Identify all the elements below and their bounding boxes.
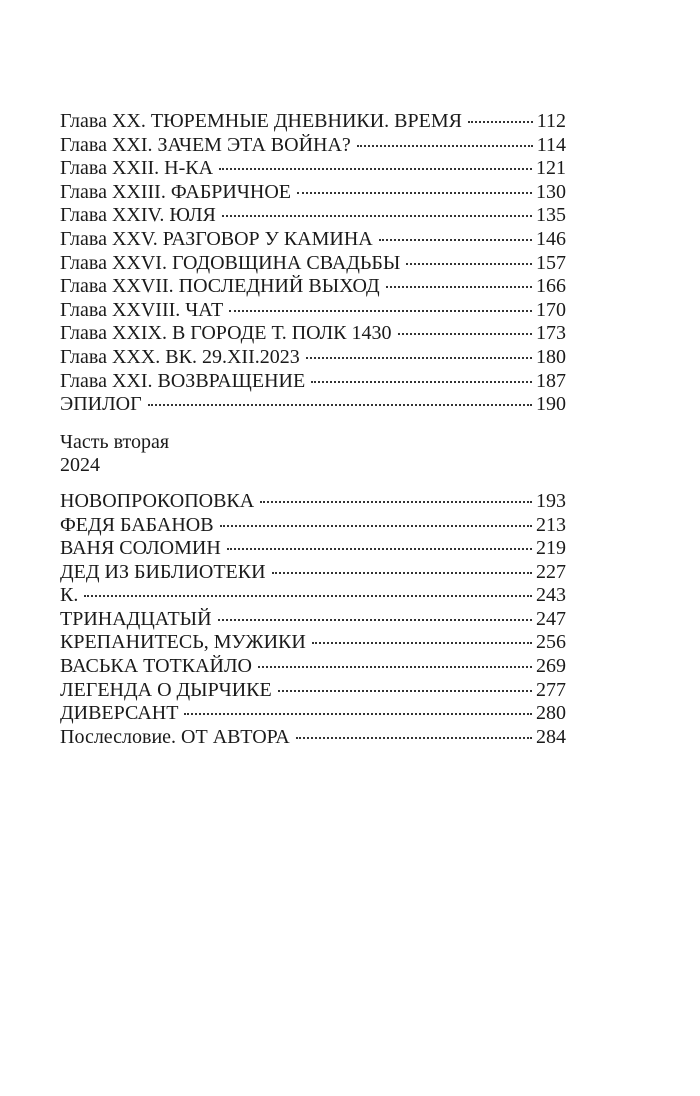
toc-entry-title: НОВОПРОКОПОВКА <box>60 489 255 512</box>
toc-entry-page: 243 <box>536 584 566 607</box>
toc-entry <box>60 655 566 679</box>
toc-entry <box>60 157 566 181</box>
toc-entry-page: 277 <box>536 678 566 701</box>
part-year: 2024 <box>60 454 100 477</box>
toc-entry <box>60 228 566 252</box>
toc-entry-title: Глава XXX. ВК. 29.XII.2023 <box>60 345 300 368</box>
toc-entry-page: 166 <box>536 275 566 298</box>
toc-entry-page: 190 <box>536 393 566 416</box>
toc-entry-page: 170 <box>536 298 566 321</box>
table-of-contents <box>60 110 566 749</box>
toc-entry <box>60 322 566 346</box>
dot-leader <box>148 404 532 406</box>
toc-entry <box>60 134 566 158</box>
toc-entry <box>60 514 566 538</box>
dot-leader <box>184 713 532 715</box>
dot-leader <box>398 333 533 335</box>
dot-leader <box>357 145 533 147</box>
toc-entry <box>60 370 566 394</box>
toc-entry-page: 247 <box>536 607 566 630</box>
toc-entry <box>60 631 566 655</box>
toc-entry-page: 187 <box>536 369 566 392</box>
dot-leader <box>222 215 532 217</box>
toc-entry-title: Глава XXI. ЗАЧЕМ ЭТА ВОЙНА? <box>60 133 351 156</box>
toc-entry <box>60 679 566 703</box>
toc-entry <box>60 393 566 417</box>
dot-leader <box>306 357 532 359</box>
part-heading: Часть вторая <box>60 430 170 453</box>
toc-entry-page: 269 <box>536 655 566 678</box>
toc-list-part-one <box>60 110 566 417</box>
toc-list-part-two <box>60 490 566 750</box>
toc-entry <box>60 584 566 608</box>
dot-leader <box>311 381 532 383</box>
toc-entry-page: 213 <box>536 513 566 536</box>
toc-entry-page: 157 <box>536 251 566 274</box>
dot-leader <box>229 310 532 312</box>
toc-entry-page: 112 <box>536 110 566 132</box>
toc-entry-page: 180 <box>536 345 566 368</box>
toc-entry-title: Глава XXIX. В ГОРОДЕ Т. ПОЛК 1430 <box>60 322 392 345</box>
dot-leader <box>468 121 533 123</box>
toc-entry-title: Глава XX. ТЮРЕМНЫЕ ДНЕВНИКИ. ВРЕМЯ <box>60 110 462 132</box>
toc-entry <box>60 561 566 585</box>
part-two-heading-block <box>60 431 566 478</box>
toc-entry-title: Глава XXV. РАЗГОВОР У КАМИНА <box>60 227 373 250</box>
toc-entry-title: Глава XXVIII. ЧАТ <box>60 298 224 321</box>
dot-leader <box>220 525 532 527</box>
dot-leader <box>379 239 532 241</box>
toc-entry <box>60 252 566 276</box>
toc-entry <box>60 299 566 323</box>
toc-entry-page: 121 <box>536 157 566 180</box>
toc-entry-page: 114 <box>536 133 566 156</box>
dot-leader <box>219 168 532 170</box>
toc-entry <box>60 110 566 134</box>
toc-entry-page: 219 <box>536 537 566 560</box>
toc-entry-page: 256 <box>536 631 566 654</box>
toc-entry-page: 227 <box>536 560 566 583</box>
toc-entry-page: 135 <box>536 204 566 227</box>
toc-entry <box>60 275 566 299</box>
toc-entry-title: К. <box>60 584 79 607</box>
toc-entry-title: Глава XXIII. ФАБРИЧНОЕ <box>60 180 291 203</box>
dot-leader <box>260 501 532 503</box>
toc-entry <box>60 537 566 561</box>
toc-entry-title: Глава XXVI. ГОДОВЩИНА СВАДЬБЫ <box>60 251 401 274</box>
toc-entry <box>60 181 566 205</box>
toc-entry-title: ЭПИЛОГ <box>60 393 142 416</box>
toc-entry-title: Глава XXI. ВОЗВРАЩЕНИЕ <box>60 369 306 392</box>
dot-leader <box>386 286 532 288</box>
toc-entry <box>60 346 566 370</box>
toc-entry <box>60 204 566 228</box>
toc-entry <box>60 702 566 726</box>
toc-entry-title: Послесловие. ОТ АВТОРА <box>60 725 290 748</box>
toc-entry-page: 284 <box>536 725 566 748</box>
toc-entry-title: ДЕД ИЗ БИБЛИОТЕКИ <box>60 560 266 583</box>
toc-entry-title: ФЕДЯ БАБАНОВ <box>60 513 214 536</box>
dot-leader <box>227 548 532 550</box>
toc-entry-title: ВАСЬКА ТОТКАЙЛО <box>60 655 252 678</box>
dot-leader <box>258 666 532 668</box>
dot-leader <box>296 737 532 739</box>
dot-leader <box>312 642 532 644</box>
toc-entry-title: Глава XXIV. ЮЛЯ <box>60 204 216 227</box>
toc-entry-title: ЛЕГЕНДА О ДЫРЧИКЕ <box>60 678 272 701</box>
toc-entry-title: ТРИНАДЦАТЫЙ <box>60 607 212 630</box>
toc-entry-title: ВАНЯ СОЛОМИН <box>60 537 221 560</box>
toc-entry <box>60 608 566 632</box>
toc-entry-title: Глава XXII. Н-КА <box>60 157 214 180</box>
dot-leader <box>84 595 532 597</box>
toc-entry-title: ДИВЕРСАНТ <box>60 702 179 725</box>
dot-leader <box>406 263 532 265</box>
toc-entry <box>60 726 566 750</box>
toc-entry-page: 173 <box>536 322 566 345</box>
dot-leader <box>297 192 532 194</box>
toc-entry-page: 146 <box>536 227 566 250</box>
toc-entry-title: КРЕПАНИТЕСЬ, МУЖИКИ <box>60 631 306 654</box>
dot-leader <box>272 572 532 574</box>
dot-leader <box>278 690 532 692</box>
toc-entry-page: 193 <box>536 489 566 512</box>
toc-entry-page: 280 <box>536 702 566 725</box>
dot-leader <box>218 619 532 621</box>
toc-entry-page: 130 <box>536 180 566 203</box>
toc-entry <box>60 490 566 514</box>
toc-entry-title: Глава XXVII. ПОСЛЕДНИЙ ВЫХОД <box>60 275 380 298</box>
